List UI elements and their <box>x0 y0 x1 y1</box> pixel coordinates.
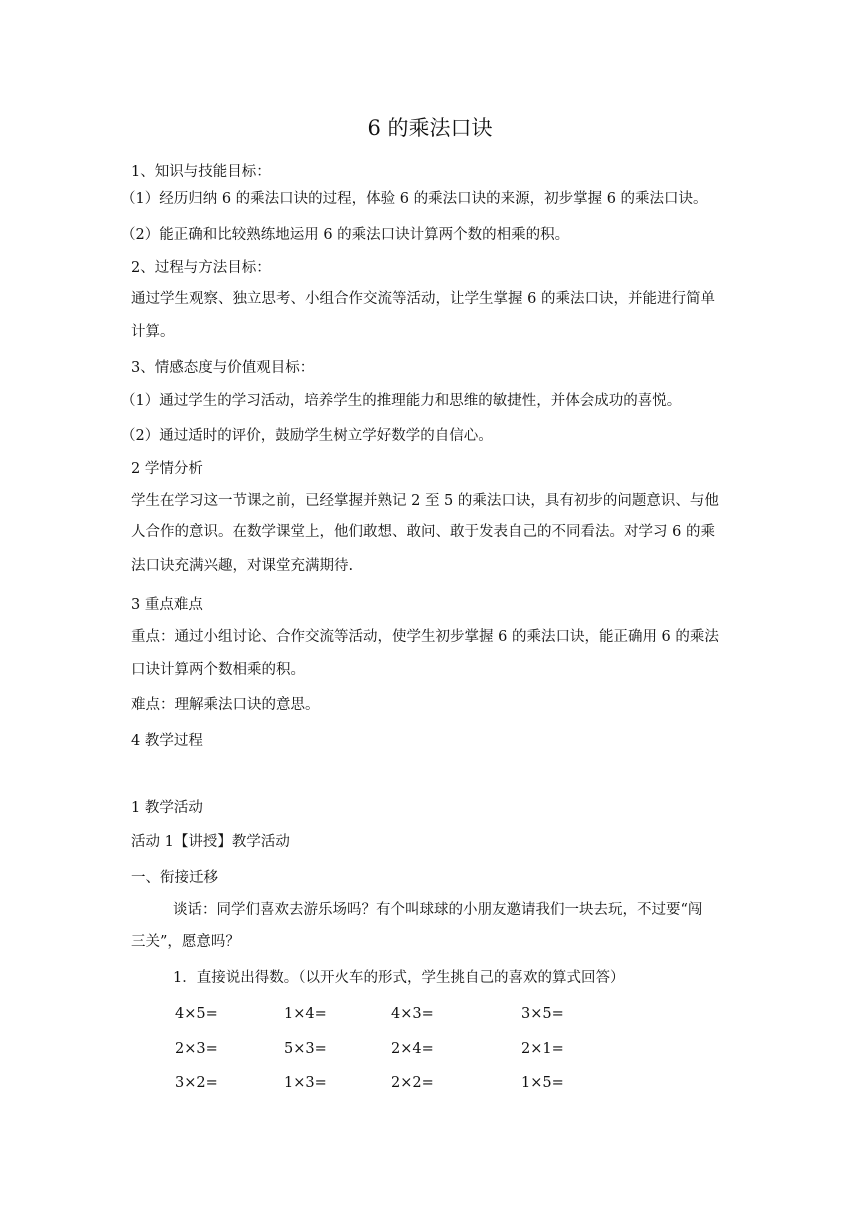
body-line: 活动 1【讲授】教学活动 <box>131 834 290 850</box>
body-line: 计算。 <box>131 324 175 340</box>
body-line: （2）通过适时的评价，鼓励学生树立学好数学的自信心。 <box>121 428 493 444</box>
exercise-item: 5×3= <box>284 1041 327 1057</box>
body-line: 难点：理解乘法口诀的意思。 <box>131 697 320 713</box>
exercise-item: 4×3= <box>391 1006 434 1022</box>
body-line: 1 教学活动 <box>131 800 203 816</box>
body-line: （1）经历归纳 6 的乘法口诀的过程，体验 6 的乘法口诀的来源，初步掌握 6 的乘法口诀。 <box>121 191 708 207</box>
body-line: 一、衔接迁移 <box>131 870 218 886</box>
body-line: 2 学情分析 <box>131 461 203 477</box>
body-line: 通过学生观察、独立思考、小组合作交流等活动，让学生掌握 6 的乘法口诀，并能进行简单 <box>131 291 715 307</box>
body-line: 谈话：同学们喜欢去游乐场吗？有个叫球球的小朋友邀请我们一块去玩，不过要“闯 <box>173 902 703 918</box>
body-line: 学生在学习这一节课之前，已经掌握并熟记 2 至 5 的乘法口诀，具有初步的问题意识、与他 <box>131 493 719 509</box>
exercise-item: 2×1= <box>521 1041 564 1057</box>
body-line: 人合作的意识。在数学课堂上，他们敢想、敢问、敢于发表自己的不同看法。对学习 6 的乘 <box>131 524 715 540</box>
body-line: （1）通过学生的学习活动，培养学生的推理能力和思维的敏捷性，并体会成功的喜悦。 <box>121 393 682 409</box>
body-line: （2）能正确和比较熟练地运用 6 的乘法口诀计算两个数的相乘的积。 <box>121 227 570 243</box>
exercise-item: 1×5= <box>521 1075 564 1091</box>
exercise-item: 4×5= <box>175 1006 218 1022</box>
body-line: 1、知识与技能目标： <box>131 164 271 180</box>
document-title: 6 的乘法口诀 <box>367 116 493 140</box>
body-line: 3、情感态度与价值观目标： <box>131 360 315 376</box>
body-line: 口诀计算两个数相乘的积。 <box>131 662 305 678</box>
body-line: 3 重点难点 <box>131 597 203 613</box>
body-line: 三关”，愿意吗？ <box>131 934 240 950</box>
exercise-item: 1×4= <box>284 1006 327 1022</box>
body-line: 法口诀充满兴趣，对课堂充满期待. <box>131 558 354 574</box>
exercise-item: 2×3= <box>175 1041 218 1057</box>
exercise-item: 3×2= <box>175 1075 218 1091</box>
exercise-item: 3×5= <box>521 1006 564 1022</box>
body-line: 重点：通过小组讨论、合作交流等活动，使学生初步掌握 6 的乘法口诀，能正确用 6 的乘法 <box>131 629 719 645</box>
exercise-item: 2×2= <box>391 1075 434 1091</box>
body-line: 2、过程与方法目标： <box>131 260 271 276</box>
exercise-item: 2×4= <box>391 1041 434 1057</box>
body-line: 4 教学过程 <box>131 733 203 749</box>
body-line: 1．直接说出得数。（以开火车的形式，学生挑自己的喜欢的算式回答） <box>173 970 625 986</box>
exercise-item: 1×3= <box>284 1075 327 1091</box>
